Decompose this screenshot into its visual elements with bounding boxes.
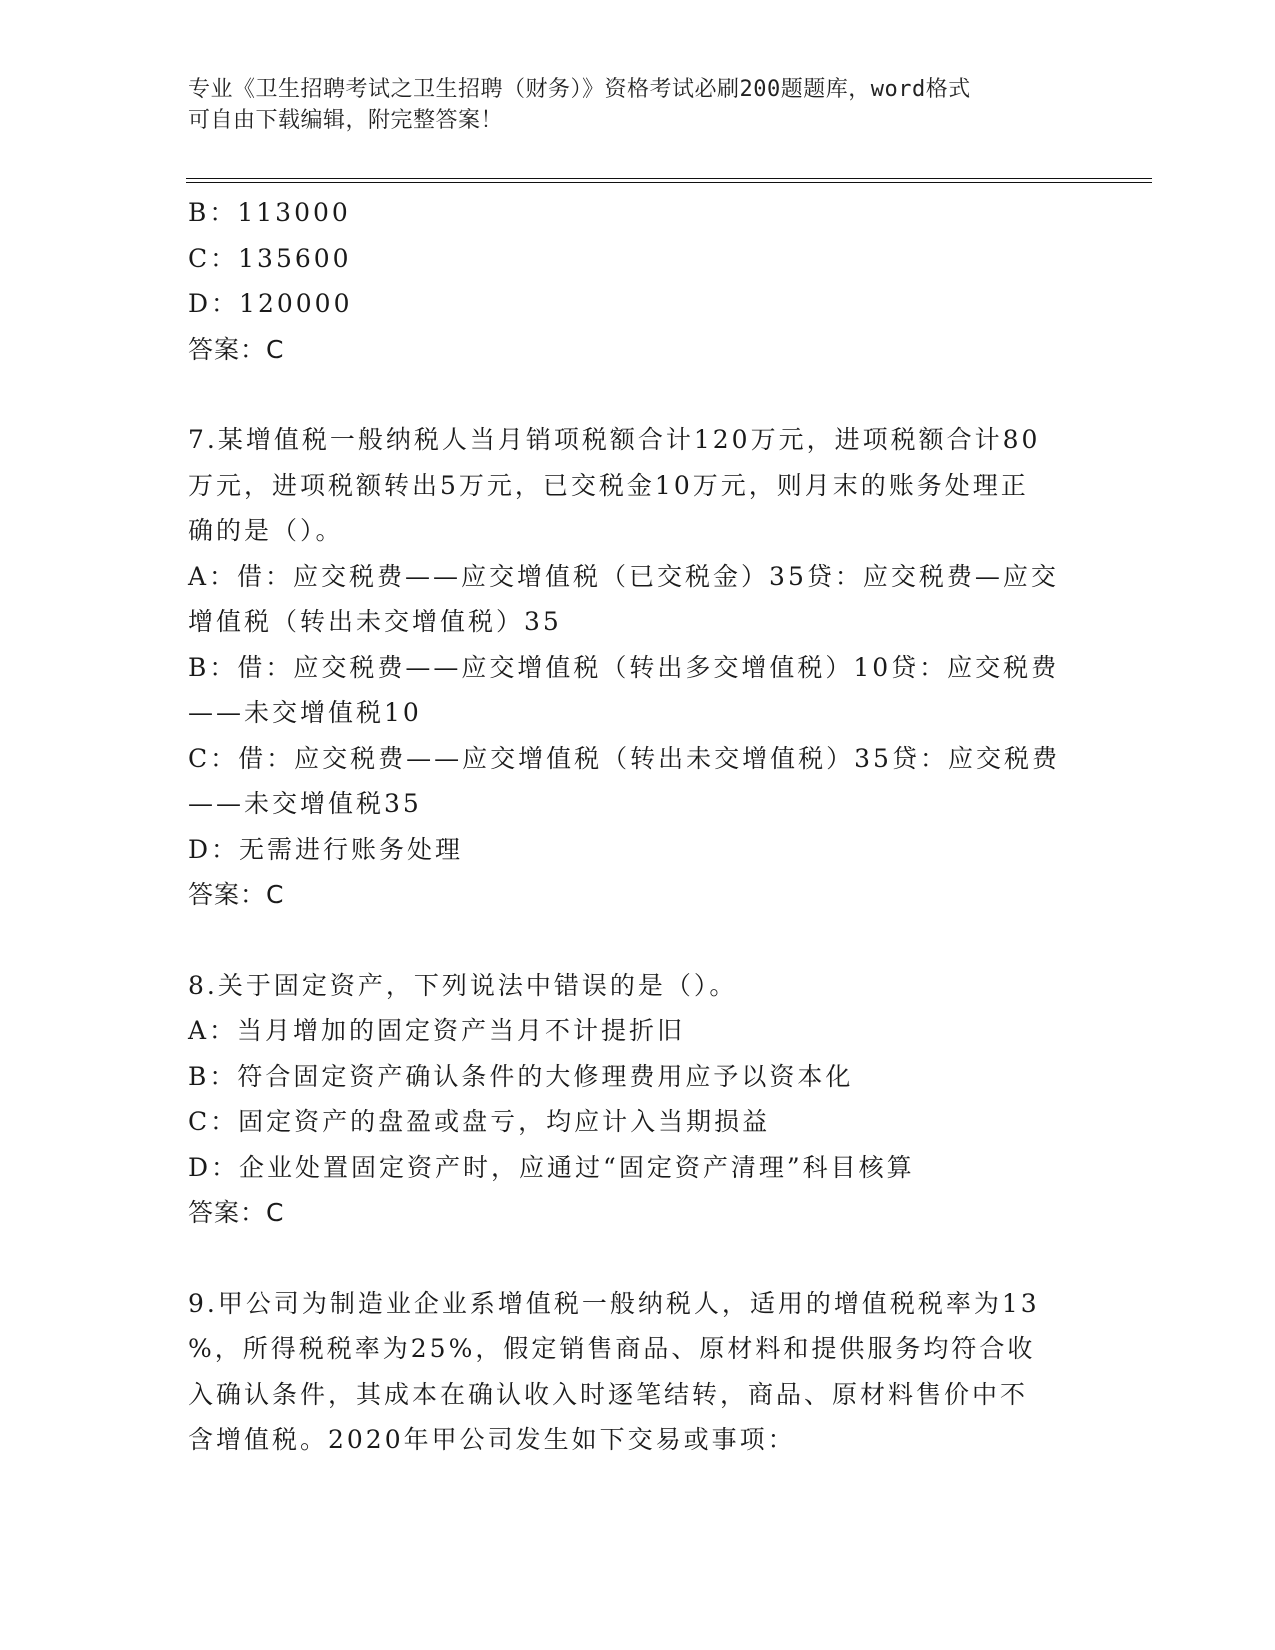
q8-stem: 8.关于固定资产，下列说法中错误的是（）。 bbox=[188, 970, 738, 1000]
header-line-1: 专业《卫生招聘考试之卫生招聘（财务）》资格考试必刷200题题库，word格式 bbox=[188, 77, 971, 102]
spacer bbox=[188, 372, 1088, 417]
q7-option-c-line-1: C：借：应交税费——应交增值税（转出未交增值税）35贷：应交税费 bbox=[188, 743, 1060, 773]
document-body bbox=[188, 190, 1088, 1463]
q9-stem-line-3: 入确认条件，其成本在确认收入时逐笔结转，商品、原材料售价中不 bbox=[188, 1379, 1029, 1409]
q7-option-d: D：无需进行账务处理 bbox=[188, 834, 464, 864]
document-header bbox=[188, 74, 1068, 136]
header-divider-top bbox=[186, 178, 1152, 179]
q9-stem-line-1: 9.甲公司为制造业企业系增值税一般纳税人，适用的增值税税率为13 bbox=[188, 1288, 1040, 1318]
header-line-2: 可自由下载编辑，附完整答案！ bbox=[188, 108, 504, 133]
prev-option-c: C：135600 bbox=[188, 243, 352, 273]
prev-option-d: D：120000 bbox=[188, 289, 353, 318]
q9-stem-line-2: %，所得税税率为25%，假定销售商品、原材料和提供服务均符合收 bbox=[188, 1334, 1036, 1363]
q7-option-b-line-1: B：借：应交税费——应交增值税（转出多交增值税）10贷：应交税费 bbox=[188, 652, 1060, 682]
q8-answer: 答案：C bbox=[188, 1198, 285, 1227]
prev-answer: 答案：C bbox=[188, 334, 285, 364]
prev-option-b: B：113000 bbox=[188, 198, 351, 227]
q7-stem-line-2: 万元，进项税额转出5万元，已交税金10万元，则月末的账务处理正 bbox=[188, 470, 1029, 500]
q7-answer: 答案：C bbox=[188, 880, 285, 909]
spacer bbox=[188, 918, 1088, 963]
q8-option-c: C：固定资产的盘盈或盘亏，均应计入当期损益 bbox=[188, 1107, 771, 1136]
q7-option-a-line-2: 增值税（转出未交增值税）35 bbox=[188, 607, 562, 636]
q7-stem-line-3: 确的是（）。 bbox=[188, 516, 344, 545]
q8-option-a: A：当月增加的固定资产当月不计提折旧 bbox=[188, 1016, 686, 1045]
spacer bbox=[188, 1236, 1088, 1281]
q9-stem-line-4: 含增值税。2020年甲公司发生如下交易或事项： bbox=[188, 1425, 796, 1454]
q8-option-d: D：企业处置固定资产时，应通过“固定资产清理”科目核算 bbox=[188, 1152, 915, 1182]
header-divider-bottom bbox=[186, 182, 1152, 183]
q8-option-b: B：符合固定资产确认条件的大修理费用应予以资本化 bbox=[188, 1061, 854, 1091]
q7-option-b-line-2: ——未交增值税10 bbox=[188, 698, 422, 727]
q7-option-a-line-1: A：借：应交税费——应交增值税（已交税金）35贷：应交税费—应交 bbox=[188, 561, 1059, 591]
q7-stem-line-1: 7.某增值税一般纳税人当月销项税额合计120万元，进项税额合计80 bbox=[188, 425, 1041, 454]
q7-option-c-line-2: ——未交增值税35 bbox=[188, 789, 422, 818]
